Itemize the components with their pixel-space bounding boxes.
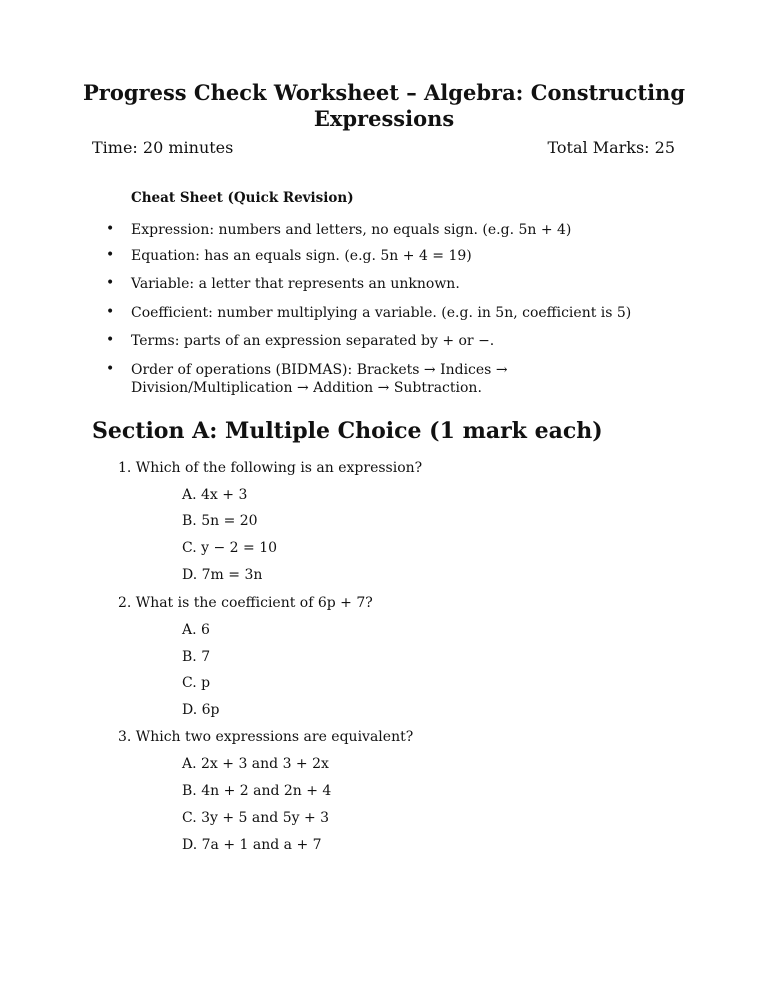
option: B. 5n = 20 bbox=[182, 513, 258, 529]
bullet-icon: • bbox=[106, 361, 115, 377]
bullet-icon: • bbox=[106, 247, 115, 263]
time-label: Time: 20 minutes bbox=[92, 138, 234, 157]
option: A. 4x + 3 bbox=[182, 487, 248, 503]
option: D. 7m = 3n bbox=[182, 567, 263, 583]
question-1: 1. Which of the following is an expression? bbox=[118, 460, 423, 476]
cheat-sheet-item: Coefficient: number multiplying a variable. (e.g. in 5n, coefficient is 5) bbox=[131, 305, 632, 321]
option: A. 2x + 3 and 3 + 2x bbox=[182, 756, 329, 772]
bullet-icon: • bbox=[106, 275, 115, 291]
bullet-icon: • bbox=[106, 221, 115, 237]
option: B. 4n + 2 and 2n + 4 bbox=[182, 783, 332, 799]
cheat-sheet-item: Terms: parts of an expression separated by + or −. bbox=[131, 333, 495, 349]
cheat-sheet-item: Expression: numbers and letters, no equals sign. (e.g. 5n + 4) bbox=[131, 222, 572, 238]
option: A. 6 bbox=[182, 622, 210, 638]
cheat-sheet-item: Equation: has an equals sign. (e.g. 5n + 4 = 19) bbox=[131, 248, 472, 264]
cheat-sheet-item: Order of operations (BIDMAS): Brackets → Indices → Division/Multiplication → Addition → Subtraction. bbox=[131, 362, 508, 396]
option: B. 7 bbox=[182, 649, 211, 665]
bullet-icon: • bbox=[106, 332, 115, 348]
option: C. p bbox=[182, 675, 211, 691]
option: D. 7a + 1 and a + 7 bbox=[182, 837, 322, 853]
cheat-sheet-item: Variable: a letter that represents an unknown. bbox=[131, 276, 460, 292]
cheat-sheet-heading: Cheat Sheet (Quick Revision) bbox=[131, 190, 354, 206]
option: C. 3y + 5 and 5y + 3 bbox=[182, 810, 330, 826]
bullet-icon: • bbox=[106, 304, 115, 320]
option: C. y − 2 = 10 bbox=[182, 540, 278, 556]
question-2: 2. What is the coefficient of 6p + 7? bbox=[118, 595, 373, 611]
page-title: Progress Check Worksheet – Algebra: Constructing Expressions bbox=[82, 80, 686, 131]
question-3: 3. Which two expressions are equivalent? bbox=[118, 729, 414, 745]
total-marks-label: Total Marks: 25 bbox=[547, 138, 675, 157]
section-a-heading: Section A: Multiple Choice (1 mark each) bbox=[92, 418, 603, 444]
option: D. 6p bbox=[182, 702, 220, 718]
